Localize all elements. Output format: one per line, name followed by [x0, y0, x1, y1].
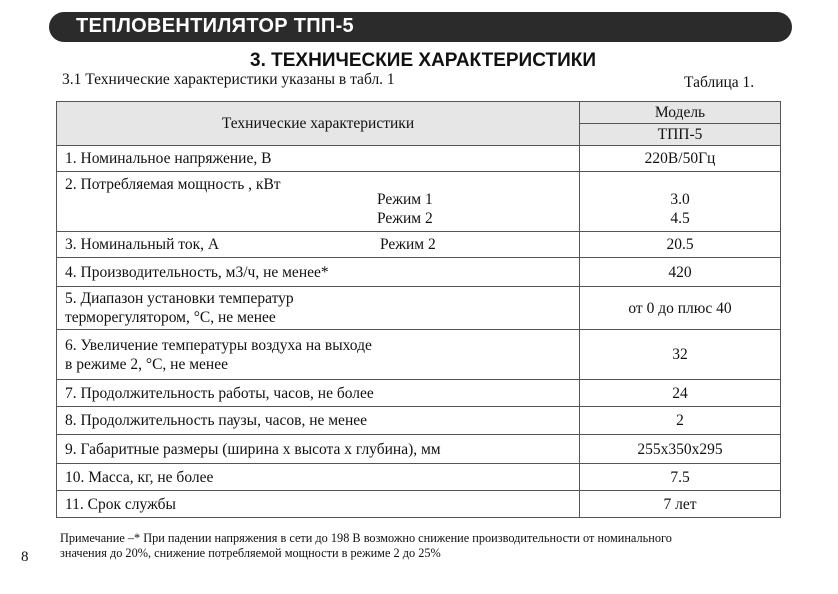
row-param-temp [57, 330, 580, 380]
page-number: 8 [21, 549, 29, 565]
row-value: 2 [580, 407, 781, 435]
row-value: 420 [580, 258, 781, 287]
row-param: 7. Продолжительность работы, часов, не более [57, 380, 580, 407]
specs-table [56, 101, 781, 518]
row-param-line: 5. Диапазон установки температур [65, 290, 294, 307]
row-param: 1. Номинальное напряжение, В [57, 146, 580, 172]
table-label: Таблица 1. [684, 74, 755, 91]
row-value: от 0 до плюс 40 [580, 287, 781, 330]
row-param-line: 6. Увеличение температуры воздуха на выходе [65, 336, 372, 354]
table-row [57, 232, 781, 258]
mode-label: Режим 1 [377, 191, 433, 208]
row-value: 7.5 [580, 464, 781, 491]
table-row [57, 172, 781, 232]
mode-label: Режим 2 [377, 210, 433, 227]
table-row [57, 330, 781, 380]
row-param: 9. Габаритные размеры (ширина х высота х глубина), мм [57, 435, 580, 464]
table-row [57, 407, 781, 435]
row-value-power [580, 172, 781, 232]
row-param: 3. Номинальный ток, А [65, 236, 220, 253]
footnote-line: Примечание –* При падении напряжения в сети до 198 В возможно снижение производительности от номинального [60, 531, 672, 545]
row-param: 4. Производительность, м3/ч, не менее* [57, 258, 580, 287]
row-param-current [57, 232, 580, 258]
table-row [57, 258, 781, 287]
table-row [57, 464, 781, 491]
row-param-power [57, 172, 580, 232]
row-value: 24 [580, 380, 781, 407]
footnote-line: значения до 20%, снижение потребляемой мощности в режиме 2 до 25% [60, 546, 441, 560]
row-value: 4.5 [670, 210, 690, 227]
header-model: Модель [580, 102, 781, 124]
table-row [57, 380, 781, 407]
row-value: 3.0 [670, 191, 690, 208]
row-param-line: терморегулятором, °С, не менее [65, 309, 276, 326]
row-value: 220В/50Гц [580, 146, 781, 172]
title-banner [49, 12, 792, 42]
table-row [57, 491, 781, 518]
table-row [57, 435, 781, 464]
intro-text: 3.1 Технические характеристики указаны в табл. 1 [62, 71, 395, 88]
row-value: 7 лет [580, 491, 781, 518]
footnote [60, 531, 780, 561]
row-value: 255х350х295 [580, 435, 781, 464]
row-param: 10. Масса, кг, не более [57, 464, 580, 491]
row-value: 20.5 [580, 232, 781, 258]
row-param-line: в режиме 2, °С, не менее [65, 355, 228, 373]
section-title: 3. ТЕХНИЧЕСКИЕ ХАРАКТЕРИСТИКИ [250, 50, 596, 71]
header-model-name: ТПП-5 [580, 124, 781, 146]
table-row [57, 287, 781, 330]
row-param: 8. Продолжительность паузы, часов, не менее [57, 407, 580, 435]
row-param-range [57, 287, 580, 330]
mode-label: Режим 2 [380, 236, 436, 253]
row-param: 11. Срок службы [57, 491, 580, 518]
banner-title: ТЕПЛОВЕНТИЛЯТОР ТПП-5 [76, 15, 354, 37]
table-row [57, 146, 781, 172]
row-param: 2. Потребляемая мощность , кВт [65, 176, 281, 193]
row-value: 32 [580, 330, 781, 380]
header-params: Технические характеристики [57, 102, 580, 146]
